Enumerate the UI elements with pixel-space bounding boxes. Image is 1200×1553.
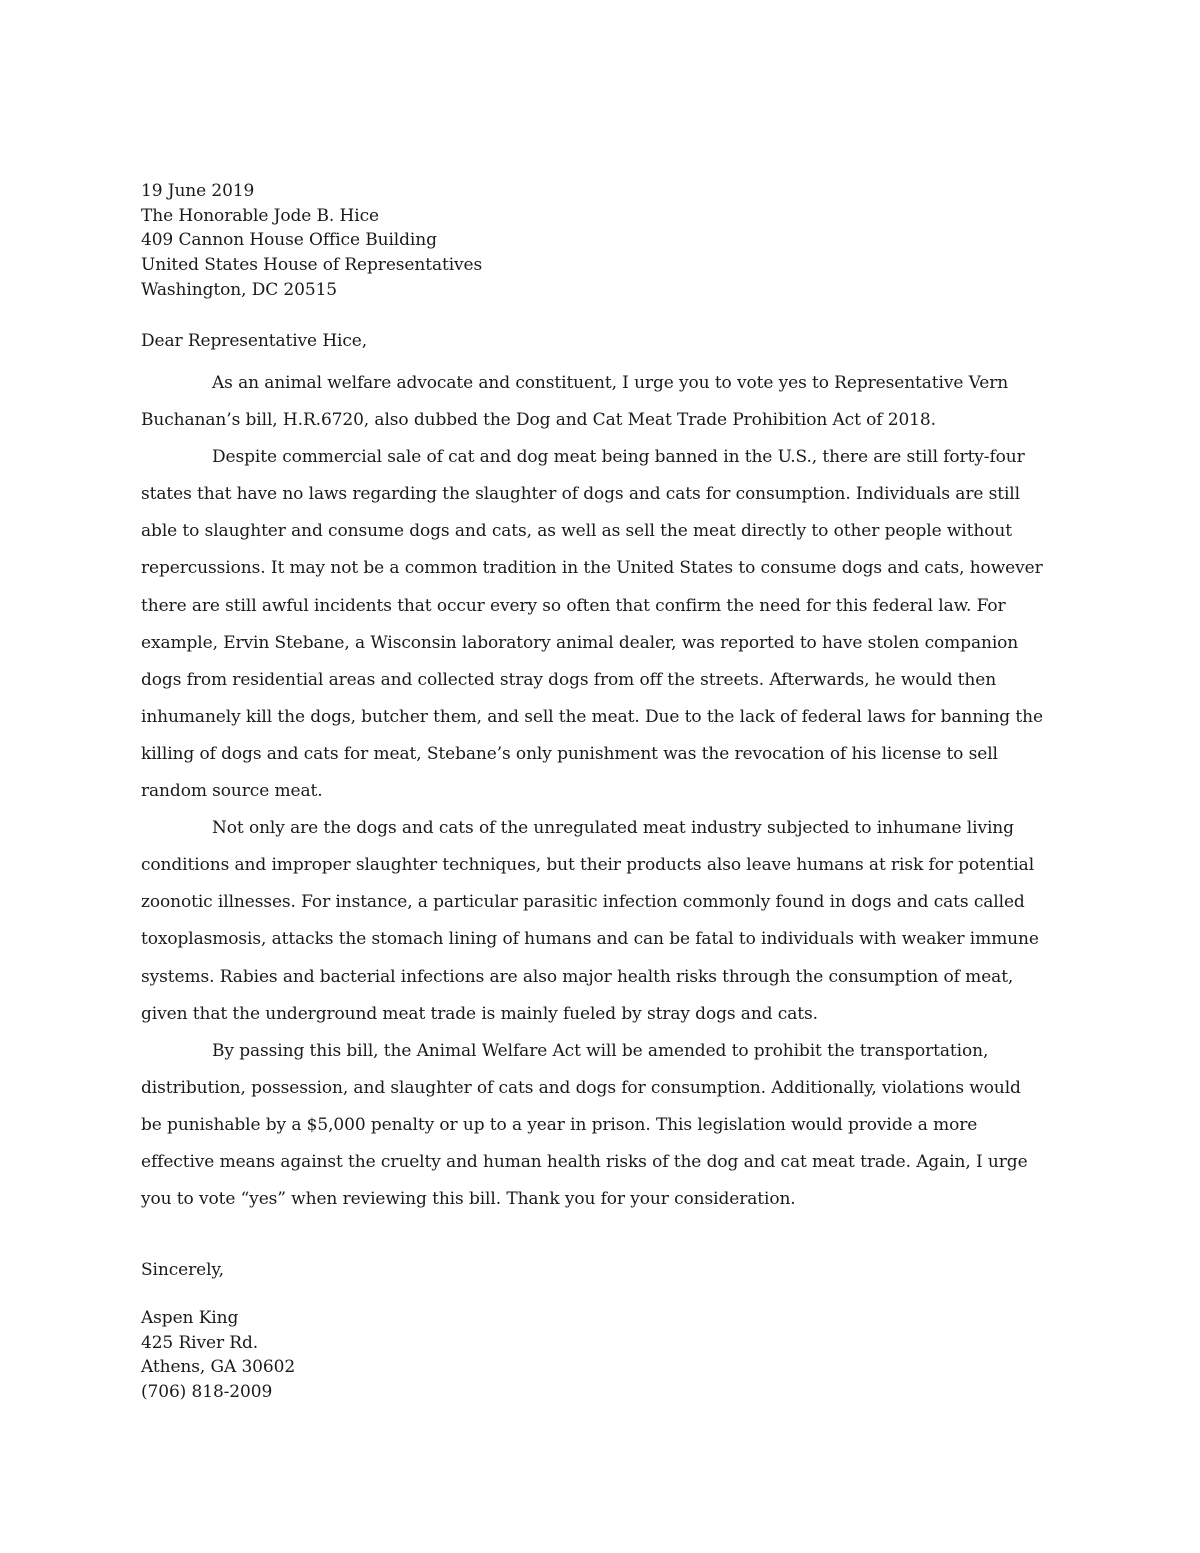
paragraph-line: repercussions. It may not be a common tradition in the United States to consume dogs and cats, however	[141, 558, 1043, 579]
recipient-name: The Honorable Jode B. Hice	[141, 205, 379, 226]
paragraph-line: states that have no laws regarding the slaughter of dogs and cats for consumption. Individuals are still	[141, 484, 1020, 505]
salutation	[141, 329, 367, 354]
paragraph-line: As an animal welfare advocate and constituent, I urge you to vote yes to Representative Vern	[212, 373, 1009, 393]
paragraph-line: toxoplasmosis, attacks the stomach lining of humans and can be fatal to individuals with weaker immune	[141, 929, 1039, 950]
paragraph-line: inhumanely kill the dogs, butcher them, and sell the meat. Due to the lack of federal laws for banning the	[141, 706, 1043, 727]
paragraph-line: zoonotic illnesses. For instance, a particular parasitic infection commonly found in dogs and cats called	[141, 892, 1025, 913]
sender-city-state-zip: Athens, GA 30602	[141, 1357, 296, 1378]
paragraph-line: there are still awful incidents that occur every so often that confirm the need for this federal law. For	[141, 595, 1006, 616]
letter-header	[141, 179, 482, 303]
paragraph-line: you to vote “yes” when reviewing this bill. Thank you for your consideration.	[141, 1189, 796, 1210]
paragraph-line: random source meat.	[141, 781, 323, 802]
salutation-text: Dear Representative Hice,	[141, 331, 368, 351]
recipient-city-state-zip: Washington, DC 20515	[141, 279, 338, 300]
closing-text: Sincerely,	[141, 1260, 224, 1280]
body-paragraph	[141, 1033, 1049, 1218]
recipient-address-line-2: United States House of Representatives	[141, 255, 483, 276]
letter-date: 19 June 2019	[141, 181, 255, 201]
sender-phone: (706) 818-2009	[141, 1382, 273, 1403]
body-paragraph	[141, 810, 1049, 1033]
closing	[141, 1258, 224, 1283]
paragraph-line: By passing this bill, the Animal Welfare Act will be amended to prohibit the transportation,	[212, 1040, 989, 1061]
letter-body	[141, 365, 1049, 1218]
body-paragraph	[141, 365, 1049, 439]
paragraph-line: dogs from residential areas and collected stray dogs from off the streets. Afterwards, he would then	[141, 669, 997, 690]
sender-street: 425 River Rd.	[141, 1332, 259, 1353]
paragraph-line: Buchanan’s bill, H.R.6720, also dubbed the Dog and Cat Meat Trade Prohibition Act of 2018.	[141, 410, 936, 431]
paragraph-line: given that the underground meat trade is mainly fueled by stray dogs and cats.	[141, 1003, 818, 1024]
paragraph-line: systems. Rabies and bacterial infections are also major health risks through the consumption of meat,	[141, 966, 1014, 987]
paragraph-line: distribution, possession, and slaughter of cats and dogs for consumption. Additionally, violations would	[141, 1077, 1021, 1098]
sender-block	[141, 1306, 295, 1405]
paragraph-line: effective means against the cruelty and human health risks of the dog and cat meat trade. Again, I urge	[141, 1151, 1028, 1172]
recipient-address-line-1: 409 Cannon House Office Building	[141, 230, 437, 251]
paragraph-line: killing of dogs and cats for meat, Stebane’s only punishment was the revocation of his license to sell	[141, 743, 998, 764]
paragraph-line: Not only are the dogs and cats of the unregulated meat industry subjected to inhumane living	[212, 818, 1014, 839]
paragraph-line: able to slaughter and consume dogs and cats, as well as sell the meat directly to other people without	[141, 521, 1012, 542]
sender-name: Aspen King	[141, 1308, 239, 1328]
body-paragraph	[141, 439, 1049, 810]
paragraph-line: example, Ervin Stebane, a Wisconsin laboratory animal dealer, was reported to have stolen companion	[141, 632, 1019, 653]
paragraph-line: conditions and improper slaughter techniques, but their products also leave humans at risk for potential	[141, 855, 1035, 876]
paragraph-line: Despite commercial sale of cat and dog meat being banned in the U.S., there are still forty-four	[212, 447, 1025, 468]
paragraph-line: be punishable by a $5,000 penalty or up to a year in prison. This legislation would provide a more	[141, 1114, 978, 1135]
